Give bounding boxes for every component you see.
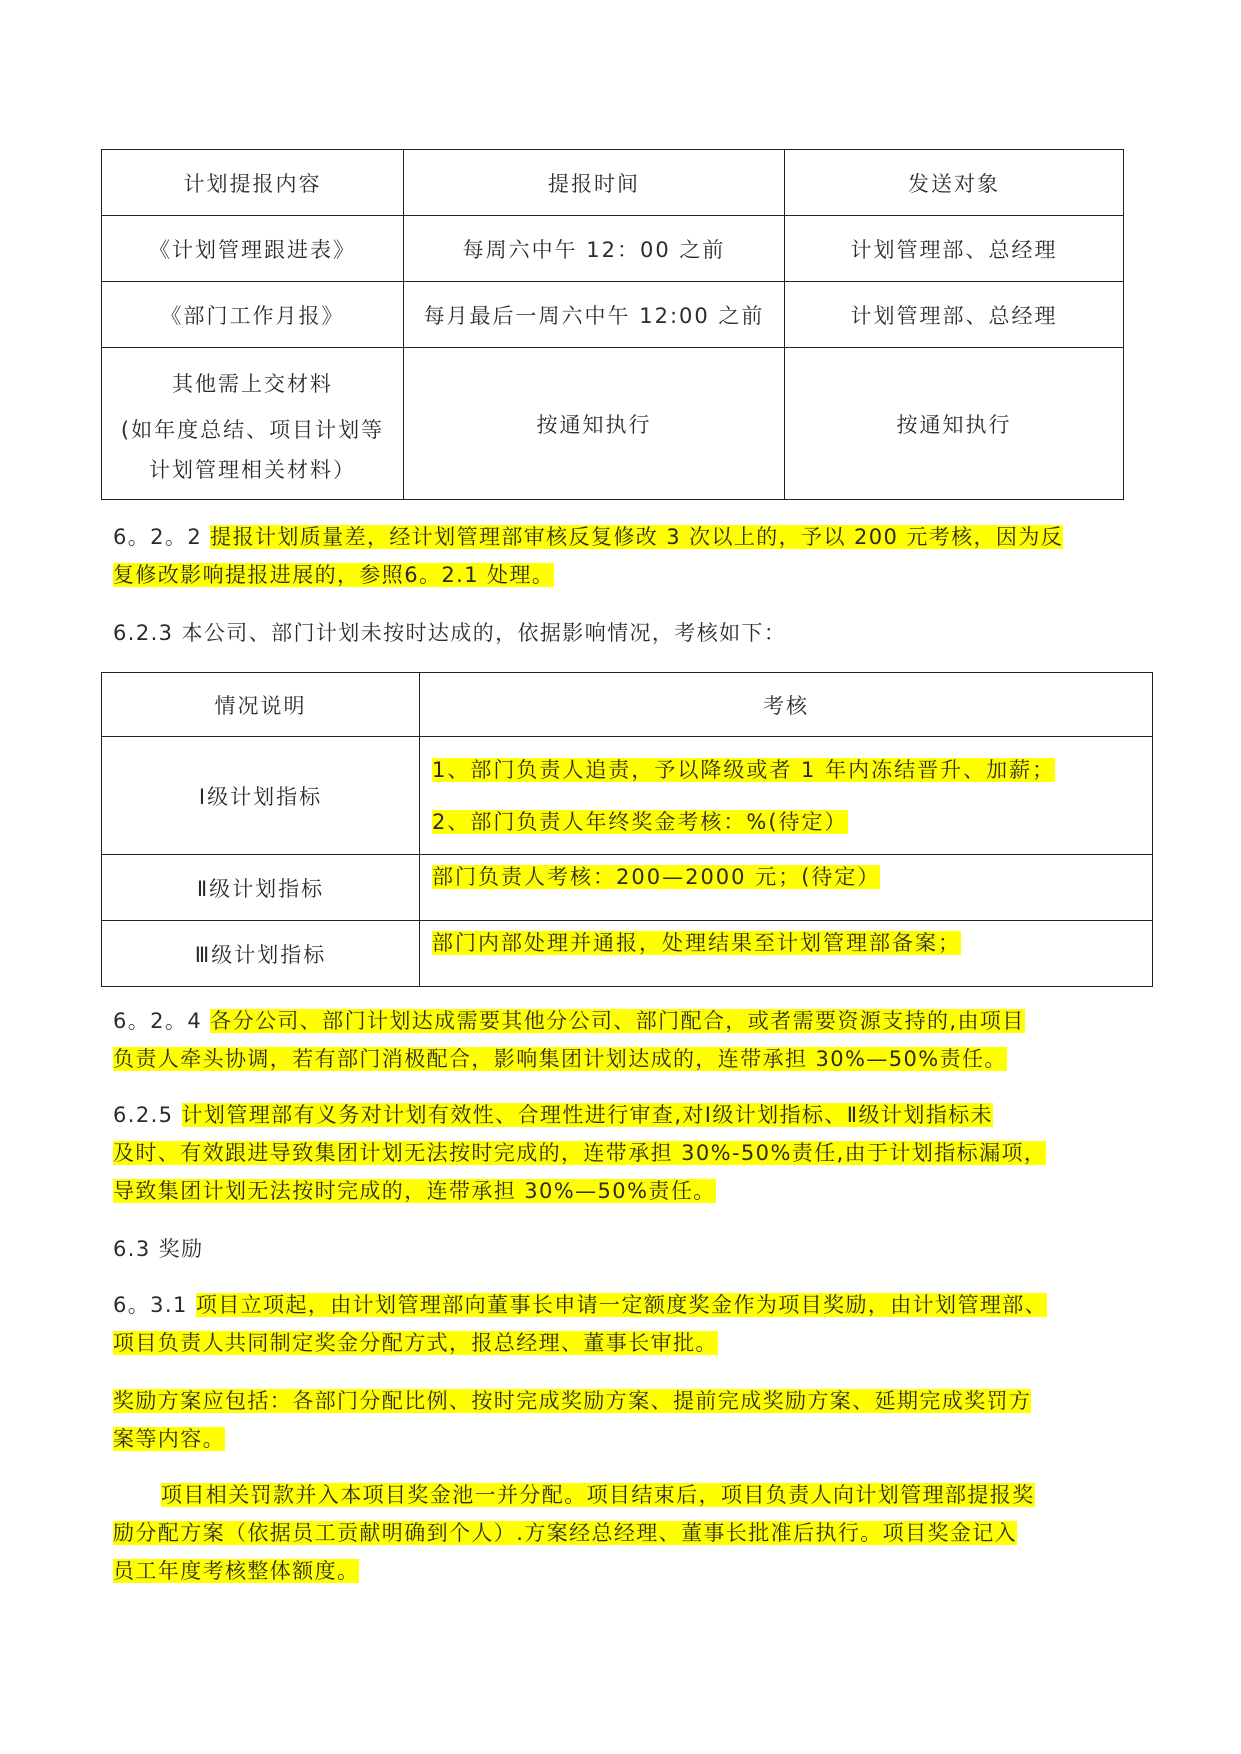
header-time: 提报时间 bbox=[404, 150, 785, 216]
assessment-cell bbox=[420, 737, 1153, 855]
highlighted-text: 项目负责人共同制定奖金分配方式，报总经理、董事长审批。 bbox=[113, 1331, 718, 1355]
row-time: 每周六中午 12：00 之前 bbox=[404, 216, 785, 282]
highlighted-text: 项目相关罚款并入本项目奖金池一并分配。项目结束后，项目负责人向计划管理部提报奖 bbox=[161, 1483, 1035, 1507]
level-cell: Ⅲ级计划指标 bbox=[102, 921, 420, 987]
highlighted-text: 导致集团计划无法按时完成的，连带承担 30%—50%责任。 bbox=[113, 1179, 716, 1203]
paragraph-6-2-4 bbox=[113, 1002, 1143, 1078]
table-row-other bbox=[102, 348, 1124, 500]
row-target: 计划管理部、总经理 bbox=[785, 216, 1124, 282]
clause-number: 6。3.1 bbox=[113, 1293, 188, 1317]
assessment-cell bbox=[420, 921, 1153, 987]
highlighted-text: 复修改影响提报进展的，参照6。2.1 处理。 bbox=[113, 563, 555, 587]
assessment-table bbox=[101, 672, 1153, 987]
clause-number: 6。2。4 bbox=[113, 1009, 203, 1033]
header-target: 发送对象 bbox=[785, 150, 1124, 216]
table-header-row bbox=[102, 150, 1124, 216]
assessment-item: 部门负责人考核：200—2000 元；(待定） bbox=[432, 865, 881, 889]
row-time: 每月最后一周六中午 12:00 之前 bbox=[404, 282, 785, 348]
highlighted-text: 员工年度考核整体额度。 bbox=[113, 1559, 360, 1583]
highlighted-text: 提报计划质量差，经计划管理部审核反复修改 3 次以上的，予以 200 元考核，因为反 bbox=[210, 525, 1064, 549]
table-row bbox=[102, 737, 1153, 855]
highlighted-text: 及时、有效跟进导致集团计划无法按时完成的，连带承担 30%-50%责任,由于计划指标漏项， bbox=[113, 1141, 1047, 1165]
other-line2: (如年度总结、项目计划等 bbox=[120, 417, 385, 442]
highlighted-text: 负责人牵头协调，若有部门消极配合，影响集团计划达成的，连带承担 30%—50%责任。 bbox=[113, 1047, 1007, 1071]
level-cell: Ⅰ级计划指标 bbox=[102, 737, 420, 855]
clause-number: 6.2.5 bbox=[113, 1103, 174, 1127]
assessment-item: 2、部门负责人年终奖金考核：%(待定） bbox=[432, 809, 848, 834]
table-header-row bbox=[102, 673, 1153, 737]
row-content: 《部门工作月报》 bbox=[102, 282, 404, 348]
table-row bbox=[102, 921, 1153, 987]
other-line1: 其他需上交材料 bbox=[172, 371, 333, 396]
table-row bbox=[102, 855, 1153, 921]
highlighted-text: 各分公司、部门计划达成需要其他分公司、部门配合，或者需要资源支持的,由项目 bbox=[210, 1009, 1025, 1033]
highlighted-text: 案等内容。 bbox=[113, 1427, 225, 1451]
assessment-cell bbox=[420, 855, 1153, 921]
table-row bbox=[102, 216, 1124, 282]
paragraph-scheme bbox=[113, 1382, 1143, 1458]
assessment-item: 部门内部处理并通报，处理结果至计划管理部备案； bbox=[432, 931, 961, 955]
paragraph-fines bbox=[113, 1476, 1143, 1590]
section-heading-6-3: 6.3 奖励 bbox=[113, 1237, 204, 1261]
header-situation: 情况说明 bbox=[102, 673, 420, 737]
other-line3: 计划管理相关材料） bbox=[149, 457, 356, 482]
table-row bbox=[102, 282, 1124, 348]
highlighted-text: 计划管理部有义务对计划有效性、合理性进行审查,对Ⅰ级计划指标、Ⅱ级计划指标未 bbox=[181, 1103, 993, 1127]
row-content: 《计划管理跟进表》 bbox=[102, 216, 404, 282]
paragraph-6-2-3: 6.2.3 本公司、部门计划未按时达成的，依据影响情况，考核如下： bbox=[113, 621, 787, 645]
report-schedule-table bbox=[101, 149, 1124, 500]
highlighted-text: 奖励方案应包括：各部门分配比例、按时完成奖励方案、提前完成奖励方案、延期完成奖罚方 bbox=[113, 1389, 1032, 1413]
clause-number: 6。2。2 bbox=[113, 525, 203, 549]
level-cell: Ⅱ级计划指标 bbox=[102, 855, 420, 921]
paragraph-6-2-2 bbox=[113, 518, 1143, 594]
paragraph-6-3-1 bbox=[113, 1286, 1143, 1362]
header-assessment: 考核 bbox=[420, 673, 1153, 737]
row-target: 按通知执行 bbox=[785, 348, 1124, 500]
row-time: 按通知执行 bbox=[404, 348, 785, 500]
header-content: 计划提报内容 bbox=[102, 150, 404, 216]
highlighted-text: 项目立项起，由计划管理部向董事长申请一定额度奖金作为项目奖励，由计划管理部、 bbox=[195, 1293, 1048, 1317]
highlighted-text: 励分配方案（依据员工贡献明确到个人）.方案经总经理、董事长批准后执行。项目奖金记入 bbox=[113, 1521, 1018, 1545]
assessment-item: 1、部门负责人追责，予以降级或者 1 年内冻结晋升、加薪； bbox=[432, 757, 1056, 782]
row-content-other bbox=[102, 348, 404, 500]
paragraph-6-2-5 bbox=[113, 1096, 1143, 1210]
row-target: 计划管理部、总经理 bbox=[785, 282, 1124, 348]
